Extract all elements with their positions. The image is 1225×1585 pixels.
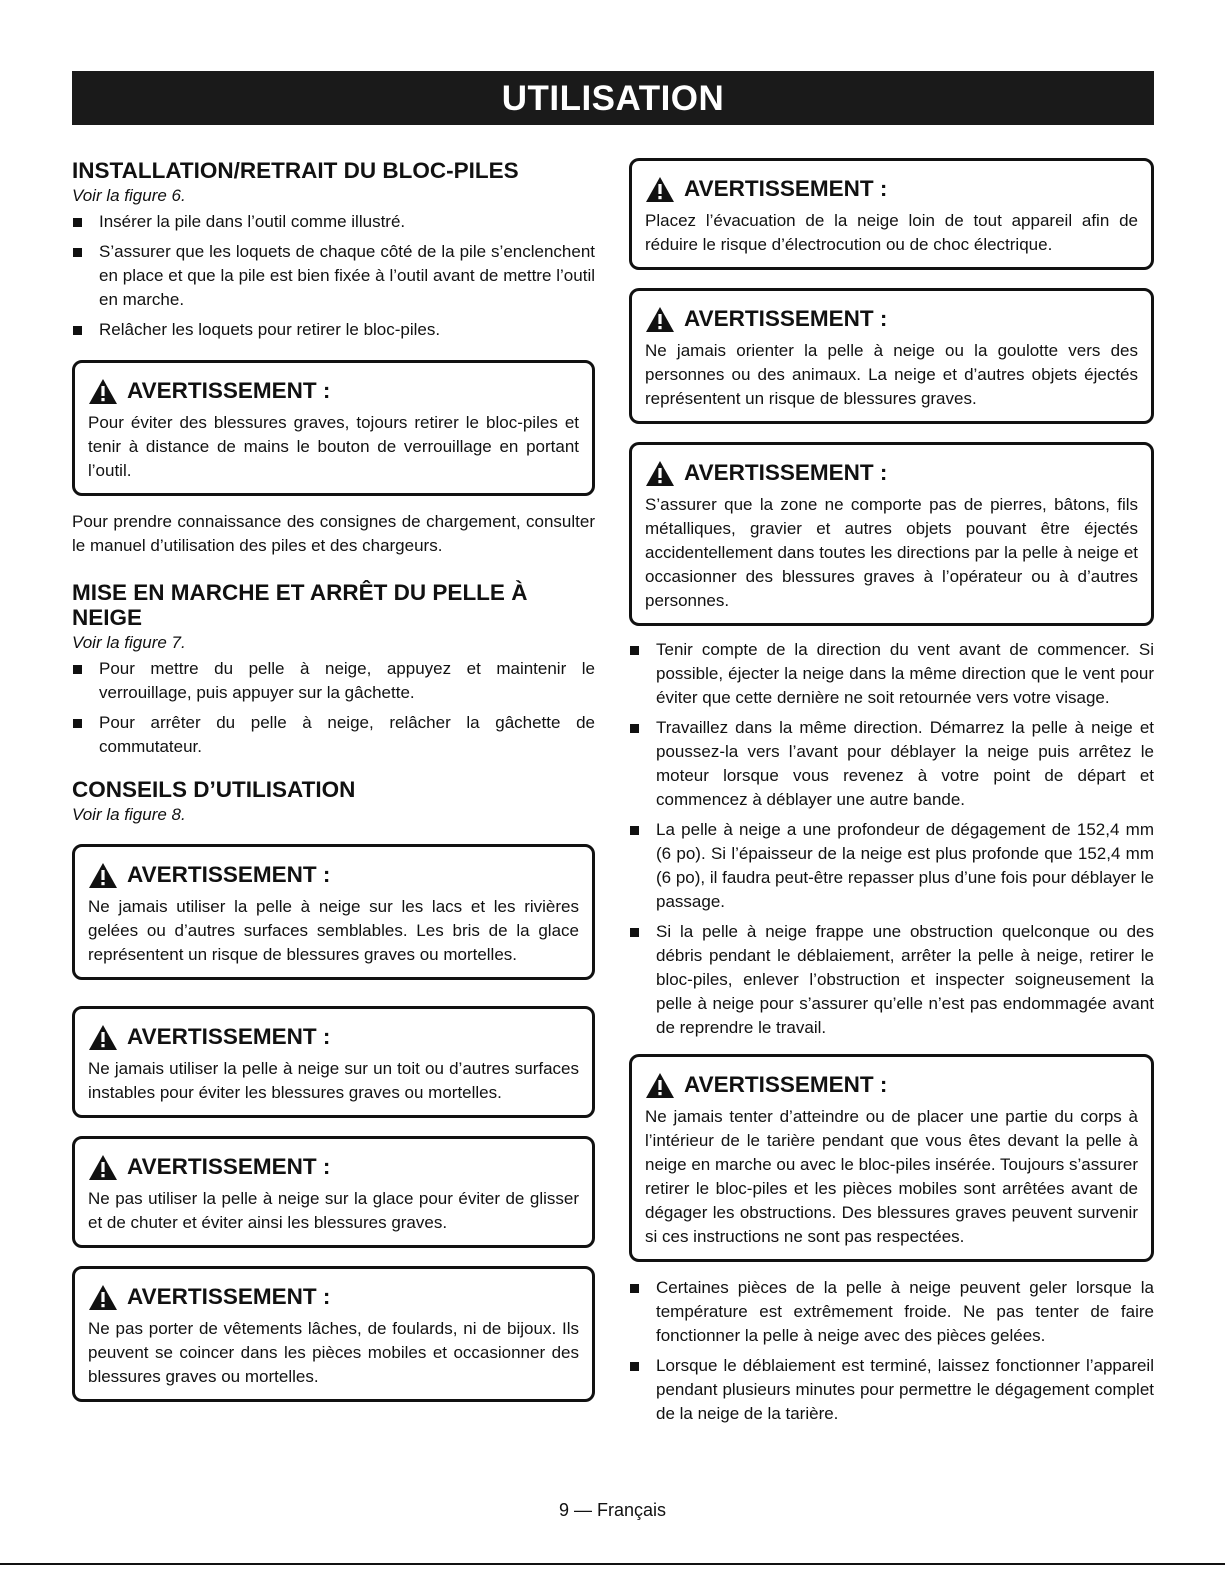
warning-triangle-icon — [88, 1024, 118, 1051]
bottom-divider — [0, 1563, 1225, 1565]
warning-box — [629, 442, 1154, 626]
warning-title: AVERTISSEMENT : — [684, 460, 888, 485]
page-banner: UTILISATION — [72, 71, 1154, 125]
warning-triangle-icon — [88, 378, 118, 405]
figure-reference: Voir la figure 6. — [72, 186, 186, 205]
battery-bullet-list — [72, 210, 595, 342]
section-title-start-stop: MISE EN MARCHE ET ARRÊT DU PELLE À NEIGE — [72, 580, 528, 630]
list-item: Pour arrêter du pelle à neige, relâcher la gâchette de commutateur. — [72, 711, 595, 759]
warning-text: Ne pas utiliser la pelle à neige sur la glace pour éviter de glisser et de chuter et éviter ainsi les blessures graves. — [88, 1189, 579, 1232]
warning-header — [88, 1023, 579, 1051]
warning-triangle-icon — [645, 460, 675, 487]
list-item: La pelle à neige a une profondeur de dégagement de 152,4 mm (6 po). Si l’épaisseur de la neige est plus profonde que 152,4 mm (6 po), il faudra peut-être repasser plus d’une fois pour déblayer le passage. — [629, 818, 1154, 914]
warning-triangle-icon — [645, 306, 675, 333]
left-column — [72, 158, 595, 1402]
section-title-tips: CONSEILS D’UTILISATION — [72, 777, 356, 802]
warning-box — [72, 844, 595, 980]
warning-title: AVERTISSEMENT : — [127, 1284, 331, 1309]
warning-title: AVERTISSEMENT : — [127, 1154, 331, 1179]
warning-box — [629, 1054, 1154, 1262]
list-item: Si la pelle à neige frappe une obstruction quelconque ou des débris pendant le déblaiement, arrêter la pelle à neige, retirer le bloc-piles, enlever l’obstruction et inspecter soigneusement la pelle à neige pour s’assurer qu’elle n’est pas endommagée avant de reprendre le travail. — [629, 920, 1154, 1040]
warning-text: S’assurer que la zone ne comporte pas de pierres, bâtons, fils métalliques, gravier et autres objets pouvant être éjectés accidentellement dans toutes les directions par la pelle à neige et occasionner des blessures graves à l’opérateur ou à d’autres personnes. — [645, 495, 1138, 610]
warning-text: Ne pas porter de vêtements lâches, de foulards, ni de bijoux. Ils peuvent se coincer dans les pièces mobiles et occasionner des blessures graves ou mortelles. — [88, 1319, 579, 1386]
warning-box — [629, 158, 1154, 270]
start-stop-bullet-list — [72, 657, 595, 759]
list-item: Relâcher les loquets pour retirer le bloc-piles. — [72, 318, 595, 342]
list-item: Travaillez dans la même direction. Démarrez la pelle à neige et poussez-la vers l’avant pour déblayer la neige puis arrêtez le moteur lorsque vous revenez à votre point de départ et commencez à déblayer une autre bande. — [629, 716, 1154, 812]
warning-box — [72, 1006, 595, 1118]
warning-title: AVERTISSEMENT : — [127, 378, 331, 403]
warning-header — [645, 1071, 1138, 1099]
section-title-battery: INSTALLATION/RETRAIT DU BLOC-PILES — [72, 158, 519, 183]
warning-triangle-icon — [645, 176, 675, 203]
figure-reference: Voir la figure 8. — [72, 805, 186, 824]
right-column — [629, 158, 1154, 1432]
warning-text: Ne jamais utiliser la pelle à neige sur un toit ou d’autres surfaces instables pour éviter les blessures graves ou mortelles. — [88, 1059, 579, 1102]
list-item: Pour mettre du pelle à neige, appuyez et maintenir le verrouillage, puis appuyer sur la gâchette. — [72, 657, 595, 705]
warning-title: AVERTISSEMENT : — [127, 862, 331, 887]
warning-header — [645, 305, 1138, 333]
list-item: Tenir compte de la direction du vent avant de commencer. Si possible, éjecter la neige dans la même direction que le vent pour éviter que cette dernière ne soit retournée vers votre visage. — [629, 638, 1154, 710]
warning-box — [629, 288, 1154, 424]
list-item: Lorsque le déblaiement est terminé, laissez fonctionner l’appareil pendant plusieurs minutes pour permettre le dégagement complet de la neige de la tarière. — [629, 1354, 1154, 1426]
warning-header — [88, 861, 579, 889]
figure-reference: Voir la figure 7. — [72, 633, 186, 652]
warning-triangle-icon — [88, 862, 118, 889]
tips-bullet-list-2 — [629, 1276, 1154, 1426]
warning-triangle-icon — [645, 1072, 675, 1099]
warning-text: Ne jamais utiliser la pelle à neige sur les lacs et les rivières gelées ou d’autres surfaces semblables. Les bris de la glace représentent un risque de blessures graves ou mortelles. — [88, 897, 579, 964]
warning-text: Placez l’évacuation de la neige loin de tout appareil afin de réduire le risque d’électrocution ou de choc électrique. — [645, 211, 1138, 254]
warning-triangle-icon — [88, 1154, 118, 1181]
warning-box — [72, 1266, 595, 1402]
warning-triangle-icon — [88, 1284, 118, 1311]
charging-note: Pour prendre connaissance des consignes de chargement, consulter le manuel d’utilisation des piles et des chargeurs. — [72, 512, 595, 555]
warning-header — [88, 377, 579, 405]
warning-title: AVERTISSEMENT : — [127, 1024, 331, 1049]
warning-text: Ne jamais tenter d’atteindre ou de placer une partie du corps à l’intérieur de le tarière pendant que vous êtes devant la pelle à neige en marche ou avec le bloc-piles insérée. Toujours s’assurer retirer le bloc-piles et les pièces mobiles sont arrêtées avant de dégager les obstructions. Des blessures graves peuvent survenir si ces instructions ne sont pas respectées. — [645, 1107, 1138, 1246]
warning-header — [645, 459, 1138, 487]
warning-box — [72, 1136, 595, 1248]
warning-header — [88, 1153, 579, 1181]
warning-text: Pour éviter des blessures graves, tojours retirer le bloc-piles et tenir à distance de mains le bouton de verrouillage en portant l’outil. — [88, 413, 579, 480]
warning-header — [645, 175, 1138, 203]
warning-box — [72, 360, 595, 496]
warning-header — [88, 1283, 579, 1311]
list-item: S’assurer que les loquets de chaque côté de la pile s’enclenchent en place et que la pile est bien fixée à l’outil avant de mettre l’outil en marche. — [72, 240, 595, 312]
warning-title: AVERTISSEMENT : — [684, 306, 888, 331]
page-number: 9 — Français — [558, 1500, 667, 1520]
warning-title: AVERTISSEMENT : — [684, 176, 888, 201]
list-item: Insérer la pile dans l’outil comme illustré. — [72, 210, 595, 234]
list-item: Certaines pièces de la pelle à neige peuvent geler lorsque la température est extrêmement froide. Ne pas tenter de faire fonctionner la pelle à neige avec des pièces gelées. — [629, 1276, 1154, 1348]
warning-text: Ne jamais orienter la pelle à neige ou la goulotte vers des personnes ou des animaux. La neige et d’autres objets éjectés représentent un risque de blessures graves. — [645, 341, 1138, 408]
tips-bullet-list — [629, 638, 1154, 1040]
warning-title: AVERTISSEMENT : — [684, 1072, 888, 1097]
